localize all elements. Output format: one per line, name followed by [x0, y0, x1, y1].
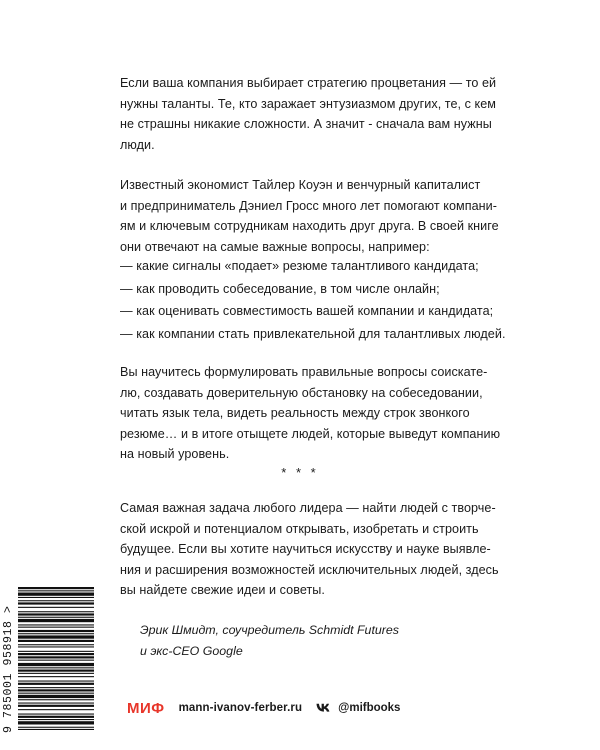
publisher-footer: [127, 697, 400, 719]
barcode-number: 9 785001 958918 >: [2, 605, 15, 733]
attribution-line: и экс-CEO Google: [140, 643, 243, 658]
blurb-line: ской искрой и потенциалом открывать, изобретать и строить: [120, 521, 479, 536]
quote-attribution: [140, 620, 399, 661]
barcode-bars: [18, 585, 94, 733]
intro-line: люди.: [120, 137, 155, 152]
blurb-line: Самая важная задача любого лидера — найти людей с творче-: [120, 501, 496, 515]
about-line: они отвечают на самые важные вопросы, например:: [120, 239, 430, 254]
bullet-item: — как оценивать совместимость вашей компании и кандидата;: [120, 304, 494, 318]
intro-text: [120, 73, 497, 155]
attribution-line: Эрик Шмидт, соучредитель Schmidt Futures: [140, 623, 399, 637]
vk-icon[interactable]: [316, 703, 332, 713]
publisher-logo: МИФ: [127, 699, 165, 717]
outcome-line: на новый уровень.: [120, 447, 230, 461]
outcome-paragraph: [120, 362, 501, 465]
blurb-paragraph: [120, 498, 499, 601]
website-link[interactable]: mann-ivanov-ferber.ru: [178, 702, 303, 714]
bullet-item: — как компании стать привлекательной для талантливых людей.: [120, 326, 506, 341]
bullet-item: — какие сигналы «подает» резюме талантливого кандидата;: [120, 259, 479, 273]
blurb-line: вы найдете свежие идеи и советы.: [120, 583, 325, 597]
about-line: ям и ключевым сотрудникам находить друг друга. В своей книге: [120, 219, 499, 233]
about-line: и предприниматель Дэниел Гросс много лет помогают компани-: [120, 198, 497, 213]
about-text: [120, 175, 499, 257]
isbn-barcode: [0, 585, 96, 733]
barcode-digits: [2, 585, 18, 733]
outcome-line: Вы научитесь формулировать правильные вопросы соискате-: [120, 365, 488, 379]
bullet-item: — как проводить собеседование, в том числе онлайн;: [120, 281, 440, 296]
intro-line: Если ваша компания выбирает стратегию процветания — то ей: [120, 76, 497, 90]
about-line: Известный экономист Тайлер Коуэн и венчурный капиталист: [120, 178, 481, 192]
bullet-list: [120, 256, 506, 344]
blurb-text: [120, 498, 499, 601]
outcome-line: резюме… и в итоге отыщете людей, которые выведут компанию: [120, 426, 501, 441]
outcome-text: [120, 362, 501, 465]
intro-line: не страшны никакие сложности. А значит - сначала вам нужны: [120, 117, 492, 131]
outcome-line: лю, создавать доверительную обстановку на собеседовании,: [120, 385, 483, 400]
about-paragraph: [120, 175, 499, 257]
section-separator: * * *: [281, 465, 319, 480]
intro-paragraph: [120, 73, 497, 155]
blurb-line: будущее. Если вы хотите научиться искусству и науке выявле-: [120, 542, 491, 556]
blurb-line: ния и расширения возможностей исключительных людей, здесь: [120, 562, 499, 577]
intro-line: нужны таланты. Те, кто заражает энтузиазмом других, те, с кем: [120, 96, 496, 111]
outcome-line: читать язык тела, видеть реальность между строк звонкого: [120, 406, 470, 420]
social-handle[interactable]: @mifbooks: [338, 702, 401, 714]
